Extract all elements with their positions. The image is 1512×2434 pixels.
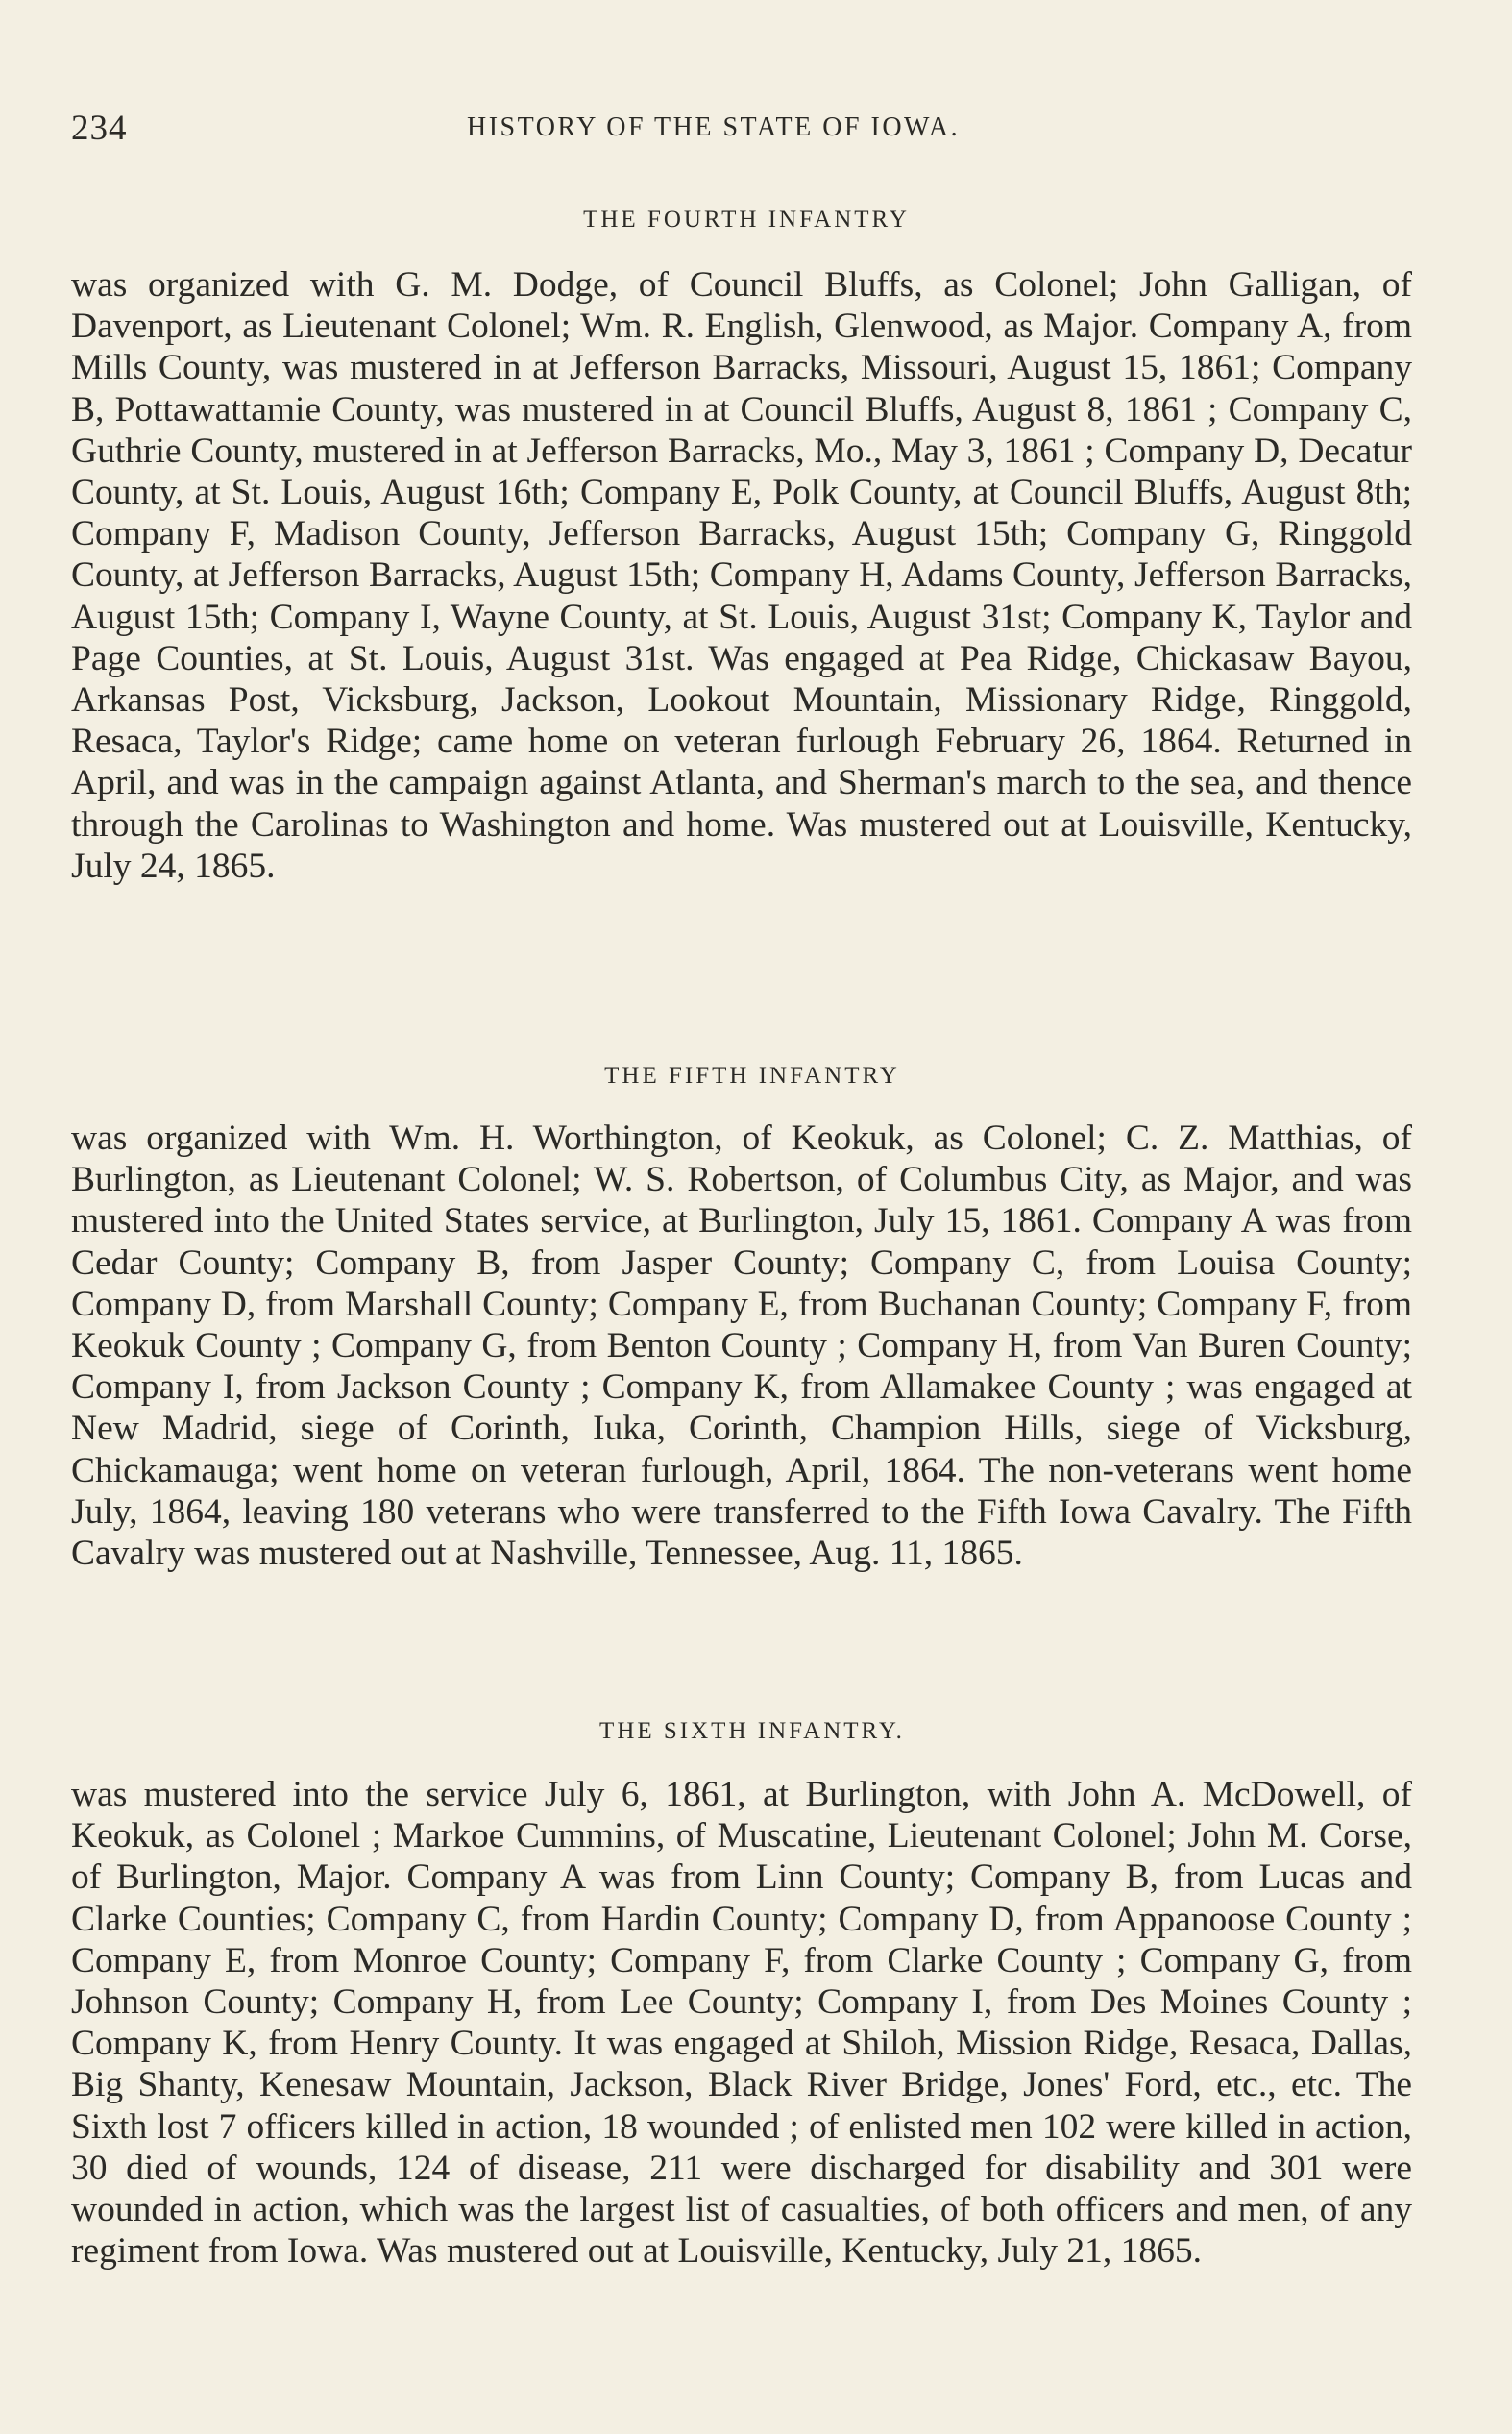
section-text-sixth-infantry: was mustered into the service July 6, 1861, at Burlington, with John A. McDowell, of Keokuk, as Colonel ; Markoe Cummins, of Muscatine, Lieutenant Colonel; John M. Corse, of Burlington, Major. Company A was from Linn County; Company B, from Lucas and Clarke Counties; Company C, from Hardin County; Company D, from Appanoose County ; Company E, from Monroe County; Company F, from Clarke County ; Company G, from Johnson County; Company H, from Lee County; Company I, from Des Moines County ; Company K, from Henry County. It was engaged at Shiloh, Mission Ridge, Resaca, Dallas, Big Shanty, Kenesaw Mountain, Jackson, Black River Bridge, Jones' Ford, etc., etc. The Sixth lost 7 officers killed in action, 18 wounded ; of enlisted men 102 were killed in action, 30 died of wounds, 124 of disease, 211 were discharged for disability and 301 were wounded in action, which was the largest list of casualties, of both officers and men, of any regiment from Iowa. Was mustered out at Louisville, Kentucky, July 21, 1865. (71, 1775, 1412, 2272)
section-text-fourth-infantry: was organized with G. M. Dodge, of Council Bluffs, as Colonel; John Galligan, of Davenport, as Lieutenant Colonel; Wm. R. English, Glenwood, as Major. Company A, from Mills County, was mustered in at Jefferson Barracks, Missouri, August 15, 1861; Company B, Pottawattamie County, was mustered in at Council Bluffs, August 8, 1861 ; Company C, Guthrie County, mustered in at Jefferson Barracks, Mo., May 3, 1861 ; Company D, Decatur County, at St. Louis, August 16th; Company E, Polk County, at Council Bluffs, August 8th; Company F, Madison County, Jefferson Barracks, August 15th; Company G, Ringgold County, at Jefferson Barracks, August 15th; Company H, Adams County, Jefferson Barracks, August 15th; Company I, Wayne County, at St. Louis, August 31st; Company K, Taylor and Page Counties, at St. Louis, August 31st. Was engaged at Pea Ridge, Chickasaw Bayou, Arkansas Post, Vicksburg, Jackson, Lookout Mountain, Missionary Ridge, Ringgold, Resaca, Taylor's Ridge; came home on veteran furlough February 26, 1864. Returned in April, and was in the campaign against Atlanta, and Sherman's march to the sea, and thence through the Carolinas to Washington and home. Was mustered out at Louisville, Kentucky, July 24, 1865. (71, 265, 1412, 886)
section-heading-sixth-infantry: THE SIXTH INFANTRY. (599, 1718, 905, 1744)
page-number: 234 (71, 109, 128, 148)
running-title: HISTORY OF THE STATE OF IOWA. (467, 112, 961, 142)
section-heading-fifth-infantry: THE FIFTH INFANTRY (604, 1063, 900, 1089)
running-head (71, 108, 1416, 156)
section-text-fifth-infantry: was organized with Wm. H. Worthington, of Keokuk, as Colonel; C. Z. Matthias, of Burlington, as Lieutenant Colonel; W. S. Robertson, of Columbus City, as Major, and was mustered into the United States service, at Burlington, July 15, 1861. Company A was from Cedar County; Company B, from Jasper County; Company C, from Louisa County; Company D, from Marshall County; Company E, from Buchanan County; Company F, from Keokuk County ; Company G, from Benton County ; Company H, from Van Buren County; Company I, from Jackson County ; Company K, from Allamakee County ; was engaged at New Madrid, siege of Corinth, Iuka, Corinth, Champion Hills, siege of Vicksburg, Chickamauga; went home on veteran furlough, April, 1864. The non-veterans went home July, 1864, leaving 180 veterans who were transferred to the Fifth Iowa Cavalry. The Fifth Cavalry was mustered out at Nashville, Tennessee, Aug. 11, 1865. (71, 1119, 1412, 1574)
section-heading-fourth-infantry: THE FOURTH INFANTRY (583, 207, 910, 233)
